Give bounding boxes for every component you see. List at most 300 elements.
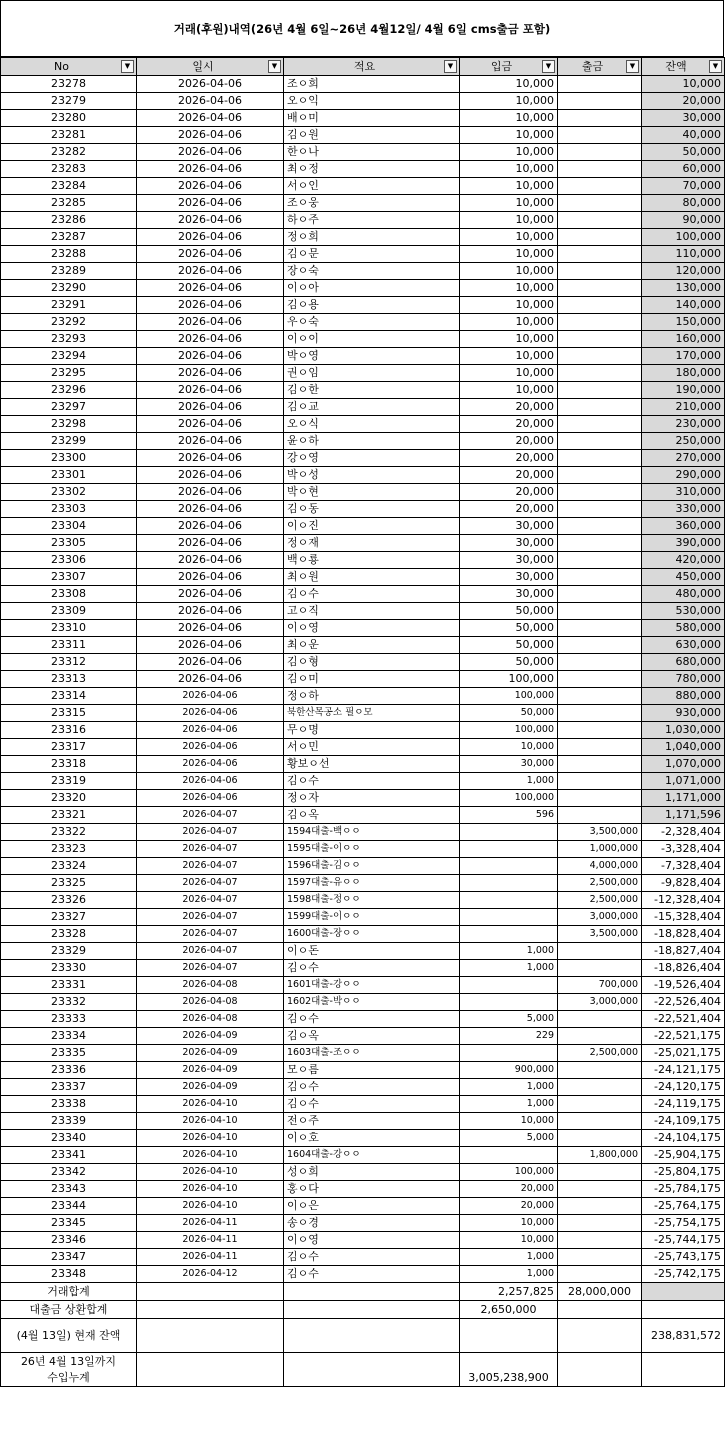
row-date: 2026-04-06 [137,110,284,127]
row-memo: 김ㅇ옥 [284,807,460,824]
row-no: 23282 [1,144,137,161]
table-row [1,722,725,739]
table-row [1,212,725,229]
row-memo: 강ㅇ영 [284,450,460,467]
row-balance: 680,000 [642,654,725,671]
row-deposit: 10,000 [460,178,558,195]
total-withdrawal: 28,000,000 [558,1283,642,1301]
row-deposit: 10,000 [460,1113,558,1130]
table-row [1,994,725,1011]
table-row [1,127,725,144]
row-memo: 김ㅇ수 [284,773,460,790]
row-memo: 김ㅇ용 [284,297,460,314]
table-row [1,926,725,943]
row-balance: 150,000 [642,314,725,331]
row-date: 2026-04-09 [137,1028,284,1045]
table-row [1,144,725,161]
row-withdrawal: 2,500,000 [558,1045,642,1062]
row-no: 23313 [1,671,137,688]
row-memo: 1600대출-장ㅇㅇ [284,926,460,943]
row-date: 2026-04-07 [137,807,284,824]
row-deposit: 100,000 [460,790,558,807]
row-deposit [460,994,558,1011]
row-memo: 김ㅇ수 [284,1249,460,1266]
row-balance: -24,104,175 [642,1130,725,1147]
row-deposit: 30,000 [460,552,558,569]
table-row [1,773,725,790]
row-balance: -25,021,175 [642,1045,725,1062]
row-no: 23284 [1,178,137,195]
row-no: 23292 [1,314,137,331]
row-deposit: 1,000 [460,1249,558,1266]
row-date: 2026-04-07 [137,824,284,841]
table-row [1,76,725,93]
row-date: 2026-04-06 [137,620,284,637]
row-date: 2026-04-06 [137,382,284,399]
row-date: 2026-04-08 [137,994,284,1011]
cumulative-income-value: 3,005,238,900 [460,1353,558,1387]
filter-dropdown-icon[interactable]: ▼ [542,60,555,73]
table-row [1,960,725,977]
row-memo: 윤ㅇ하 [284,433,460,450]
row-withdrawal [558,1164,642,1181]
row-deposit [460,909,558,926]
row-deposit: 1,000 [460,1266,558,1283]
cumulative-income-row [1,1353,725,1387]
table-row [1,637,725,654]
row-withdrawal: 2,500,000 [558,875,642,892]
row-deposit: 30,000 [460,586,558,603]
row-balance: 530,000 [642,603,725,620]
row-no: 23294 [1,348,137,365]
row-memo: 이ㅇ은 [284,1198,460,1215]
row-deposit [460,1147,558,1164]
table-row [1,110,725,127]
table-row [1,484,725,501]
row-deposit: 10,000 [460,739,558,756]
row-balance: 190,000 [642,382,725,399]
row-date: 2026-04-06 [137,518,284,535]
row-balance: 230,000 [642,416,725,433]
row-deposit: 50,000 [460,603,558,620]
row-deposit: 10,000 [460,280,558,297]
row-deposit: 10,000 [460,348,558,365]
row-balance: 330,000 [642,501,725,518]
row-withdrawal [558,93,642,110]
row-date: 2026-04-06 [137,637,284,654]
row-date: 2026-04-09 [137,1045,284,1062]
row-balance: 1,070,000 [642,756,725,773]
filter-dropdown-icon[interactable]: ▼ [268,60,281,73]
row-no: 23344 [1,1198,137,1215]
row-balance: -18,828,404 [642,926,725,943]
row-deposit: 10,000 [460,110,558,127]
row-memo: 1594대출-백ㅇㅇ [284,824,460,841]
row-date: 2026-04-07 [137,858,284,875]
total-row [1,1283,725,1301]
row-withdrawal [558,348,642,365]
row-memo: 1595대출-이ㅇㅇ [284,841,460,858]
table-row [1,1198,725,1215]
table-row [1,892,725,909]
row-balance: 310,000 [642,484,725,501]
row-withdrawal [558,671,642,688]
row-no: 23327 [1,909,137,926]
table-row [1,1079,725,1096]
row-memo: 1602대출-박ㅇㅇ [284,994,460,1011]
row-balance: 390,000 [642,535,725,552]
row-memo: 서ㅇ민 [284,739,460,756]
row-no: 23278 [1,76,137,93]
row-withdrawal [558,739,642,756]
row-balance: 10,000 [642,76,725,93]
row-memo: 이ㅇ호 [284,1130,460,1147]
row-date: 2026-04-06 [137,433,284,450]
row-balance: -12,328,404 [642,892,725,909]
row-date: 2026-04-06 [137,773,284,790]
row-date: 2026-04-06 [137,450,284,467]
row-balance: 250,000 [642,433,725,450]
row-withdrawal: 4,000,000 [558,858,642,875]
row-memo: 모ㅇ름 [284,1062,460,1079]
row-date: 2026-04-07 [137,841,284,858]
row-memo: 1599대출-이ㅇㅇ [284,909,460,926]
row-date: 2026-04-06 [137,127,284,144]
row-memo: 성ㅇ희 [284,1164,460,1181]
row-date: 2026-04-06 [137,212,284,229]
row-date: 2026-04-06 [137,535,284,552]
row-date: 2026-04-10 [137,1198,284,1215]
table-row [1,756,725,773]
row-date: 2026-04-07 [137,875,284,892]
row-no: 23300 [1,450,137,467]
filter-dropdown-icon[interactable]: ▼ [626,60,639,73]
row-withdrawal [558,943,642,960]
row-no: 23286 [1,212,137,229]
row-balance: 1,171,596 [642,807,725,824]
row-no: 23306 [1,552,137,569]
row-withdrawal [558,1113,642,1130]
row-memo: 고ㅇ직 [284,603,460,620]
row-no: 23318 [1,756,137,773]
row-no: 23332 [1,994,137,1011]
row-no: 23345 [1,1215,137,1232]
row-withdrawal [558,484,642,501]
current-balance-label: (4월 13일) 현재 잔액 [1,1319,137,1353]
row-withdrawal: 3,500,000 [558,824,642,841]
row-balance: -3,328,404 [642,841,725,858]
row-date: 2026-04-06 [137,484,284,501]
row-memo: 이ㅇ이 [284,331,460,348]
table-row [1,943,725,960]
row-no: 23323 [1,841,137,858]
row-no: 23328 [1,926,137,943]
row-no: 23302 [1,484,137,501]
row-deposit: 900,000 [460,1062,558,1079]
row-withdrawal [558,1249,642,1266]
row-no: 23296 [1,382,137,399]
row-memo: 정ㅇ자 [284,790,460,807]
row-date: 2026-04-06 [137,756,284,773]
row-balance: 80,000 [642,195,725,212]
row-no: 23321 [1,807,137,824]
table-row [1,314,725,331]
row-deposit: 20,000 [460,467,558,484]
row-memo: 김ㅇ수 [284,960,460,977]
row-withdrawal [558,501,642,518]
table-row [1,977,725,994]
row-deposit: 10,000 [460,297,558,314]
row-date: 2026-04-07 [137,909,284,926]
row-deposit: 10,000 [460,161,558,178]
loan-repayment-value: 2,650,000 [460,1301,558,1319]
row-date: 2026-04-10 [137,1113,284,1130]
row-deposit: 10,000 [460,212,558,229]
row-memo: 홍ㅇ다 [284,1181,460,1198]
row-withdrawal [558,1011,642,1028]
row-withdrawal [558,569,642,586]
row-no: 23312 [1,654,137,671]
row-memo: 전ㅇ주 [284,1113,460,1130]
row-balance: 630,000 [642,637,725,654]
table-row [1,229,725,246]
row-memo: 이ㅇ영 [284,1232,460,1249]
row-date: 2026-04-10 [137,1164,284,1181]
row-no: 23329 [1,943,137,960]
table-row [1,705,725,722]
row-withdrawal [558,297,642,314]
row-memo: 정ㅇ재 [284,535,460,552]
row-no: 23279 [1,93,137,110]
row-deposit [460,841,558,858]
row-no: 23285 [1,195,137,212]
row-deposit: 20,000 [460,484,558,501]
row-memo: 김ㅇ형 [284,654,460,671]
row-deposit: 10,000 [460,382,558,399]
row-balance: -25,804,175 [642,1164,725,1181]
row-date: 2026-04-06 [137,76,284,93]
table-row [1,1113,725,1130]
row-date: 2026-04-06 [137,280,284,297]
row-withdrawal [558,382,642,399]
row-withdrawal: 3,000,000 [558,909,642,926]
total-label: 거래합계 [1,1283,137,1301]
row-memo: 김ㅇ교 [284,399,460,416]
row-balance: -25,743,175 [642,1249,725,1266]
row-withdrawal [558,467,642,484]
row-memo: 북한산목공소 필ㅇ모 [284,705,460,722]
row-withdrawal [558,960,642,977]
row-balance: -25,742,175 [642,1266,725,1283]
row-deposit: 50,000 [460,637,558,654]
table-row [1,1249,725,1266]
row-balance: 50,000 [642,144,725,161]
row-no: 23347 [1,1249,137,1266]
row-withdrawal [558,637,642,654]
row-no: 23304 [1,518,137,535]
row-memo: 오ㅇ익 [284,93,460,110]
row-date: 2026-04-09 [137,1079,284,1096]
table-row [1,297,725,314]
table-row [1,875,725,892]
row-deposit: 50,000 [460,705,558,722]
row-deposit: 5,000 [460,1130,558,1147]
row-no: 23287 [1,229,137,246]
table-row [1,1266,725,1283]
row-no: 23301 [1,467,137,484]
loan-repayment-row [1,1301,725,1319]
row-no: 23281 [1,127,137,144]
row-date: 2026-04-06 [137,365,284,382]
row-balance: 580,000 [642,620,725,637]
row-withdrawal [558,756,642,773]
row-deposit: 1,000 [460,960,558,977]
row-balance: -24,120,175 [642,1079,725,1096]
row-balance: 60,000 [642,161,725,178]
row-deposit: 5,000 [460,1011,558,1028]
row-date: 2026-04-10 [137,1096,284,1113]
row-deposit [460,926,558,943]
filter-dropdown-icon[interactable]: ▼ [709,60,722,73]
table-row [1,858,725,875]
row-withdrawal [558,144,642,161]
row-memo: 김ㅇ수 [284,1011,460,1028]
row-date: 2026-04-06 [137,790,284,807]
filter-dropdown-icon[interactable]: ▼ [121,60,134,73]
row-no: 23314 [1,688,137,705]
row-deposit [460,977,558,994]
row-date: 2026-04-06 [137,603,284,620]
row-withdrawal [558,1079,642,1096]
row-withdrawal [558,535,642,552]
row-deposit: 20,000 [460,1181,558,1198]
row-deposit: 10,000 [460,195,558,212]
row-balance: -25,744,175 [642,1232,725,1249]
row-memo: 조ㅇ웅 [284,195,460,212]
row-date: 2026-04-06 [137,348,284,365]
row-memo: 김ㅇ수 [284,586,460,603]
col-header-balance: 잔액 ▼ [642,58,725,76]
row-withdrawal [558,365,642,382]
row-deposit: 10,000 [460,1215,558,1232]
row-balance: 120,000 [642,263,725,280]
row-date: 2026-04-09 [137,1062,284,1079]
row-balance: -25,904,175 [642,1147,725,1164]
row-no: 23283 [1,161,137,178]
row-memo: 정ㅇ희 [284,229,460,246]
row-date: 2026-04-06 [137,144,284,161]
row-no: 23297 [1,399,137,416]
row-no: 23346 [1,1232,137,1249]
col-header-no: No ▼ [1,58,137,76]
row-no: 23333 [1,1011,137,1028]
row-deposit: 229 [460,1028,558,1045]
row-no: 23308 [1,586,137,603]
row-date: 2026-04-06 [137,739,284,756]
row-no: 23307 [1,569,137,586]
row-no: 23342 [1,1164,137,1181]
row-balance: 290,000 [642,467,725,484]
row-no: 23309 [1,603,137,620]
row-date: 2026-04-06 [137,705,284,722]
table-row [1,161,725,178]
row-balance: 360,000 [642,518,725,535]
row-date: 2026-04-06 [137,161,284,178]
row-memo: 박ㅇ성 [284,467,460,484]
row-withdrawal: 1,000,000 [558,841,642,858]
row-no: 23340 [1,1130,137,1147]
row-balance: -24,121,175 [642,1062,725,1079]
row-no: 23325 [1,875,137,892]
row-memo: 오ㅇ식 [284,416,460,433]
row-withdrawal [558,161,642,178]
row-withdrawal [558,110,642,127]
filter-dropdown-icon[interactable]: ▼ [444,60,457,73]
row-balance: -15,328,404 [642,909,725,926]
row-date: 2026-04-07 [137,892,284,909]
row-memo: 최ㅇ운 [284,637,460,654]
row-no: 23305 [1,535,137,552]
row-balance: -22,521,404 [642,1011,725,1028]
row-no: 23315 [1,705,137,722]
row-balance: 930,000 [642,705,725,722]
row-no: 23293 [1,331,137,348]
row-balance: 450,000 [642,569,725,586]
row-date: 2026-04-06 [137,552,284,569]
header-row [1,58,725,76]
row-deposit: 10,000 [460,263,558,280]
row-date: 2026-04-06 [137,246,284,263]
row-withdrawal [558,433,642,450]
row-balance: 780,000 [642,671,725,688]
row-deposit [460,875,558,892]
row-memo: 박ㅇ영 [284,348,460,365]
row-memo: 서ㅇ인 [284,178,460,195]
row-memo: 장ㅇ숙 [284,263,460,280]
row-withdrawal [558,1062,642,1079]
row-deposit: 1,000 [460,1079,558,1096]
table-row [1,909,725,926]
row-no: 23330 [1,960,137,977]
row-memo: 1597대출-유ㅇㅇ [284,875,460,892]
row-balance: 270,000 [642,450,725,467]
row-deposit [460,858,558,875]
row-withdrawal [558,280,642,297]
row-withdrawal [558,552,642,569]
row-no: 23322 [1,824,137,841]
table-row [1,178,725,195]
row-balance: 100,000 [642,229,725,246]
row-balance: 30,000 [642,110,725,127]
table-row [1,399,725,416]
row-balance: 480,000 [642,586,725,603]
table-row [1,1045,725,1062]
row-memo: 이ㅇ아 [284,280,460,297]
table-row [1,1181,725,1198]
table-row [1,841,725,858]
row-no: 23343 [1,1181,137,1198]
row-date: 2026-04-06 [137,586,284,603]
table-row [1,280,725,297]
table-row [1,450,725,467]
col-header-date: 일시 ▼ [137,58,284,76]
table-row [1,246,725,263]
row-withdrawal: 3,000,000 [558,994,642,1011]
row-balance: 880,000 [642,688,725,705]
row-deposit: 10,000 [460,331,558,348]
row-balance: -25,784,175 [642,1181,725,1198]
row-memo: 1598대출-정ㅇㅇ [284,892,460,909]
